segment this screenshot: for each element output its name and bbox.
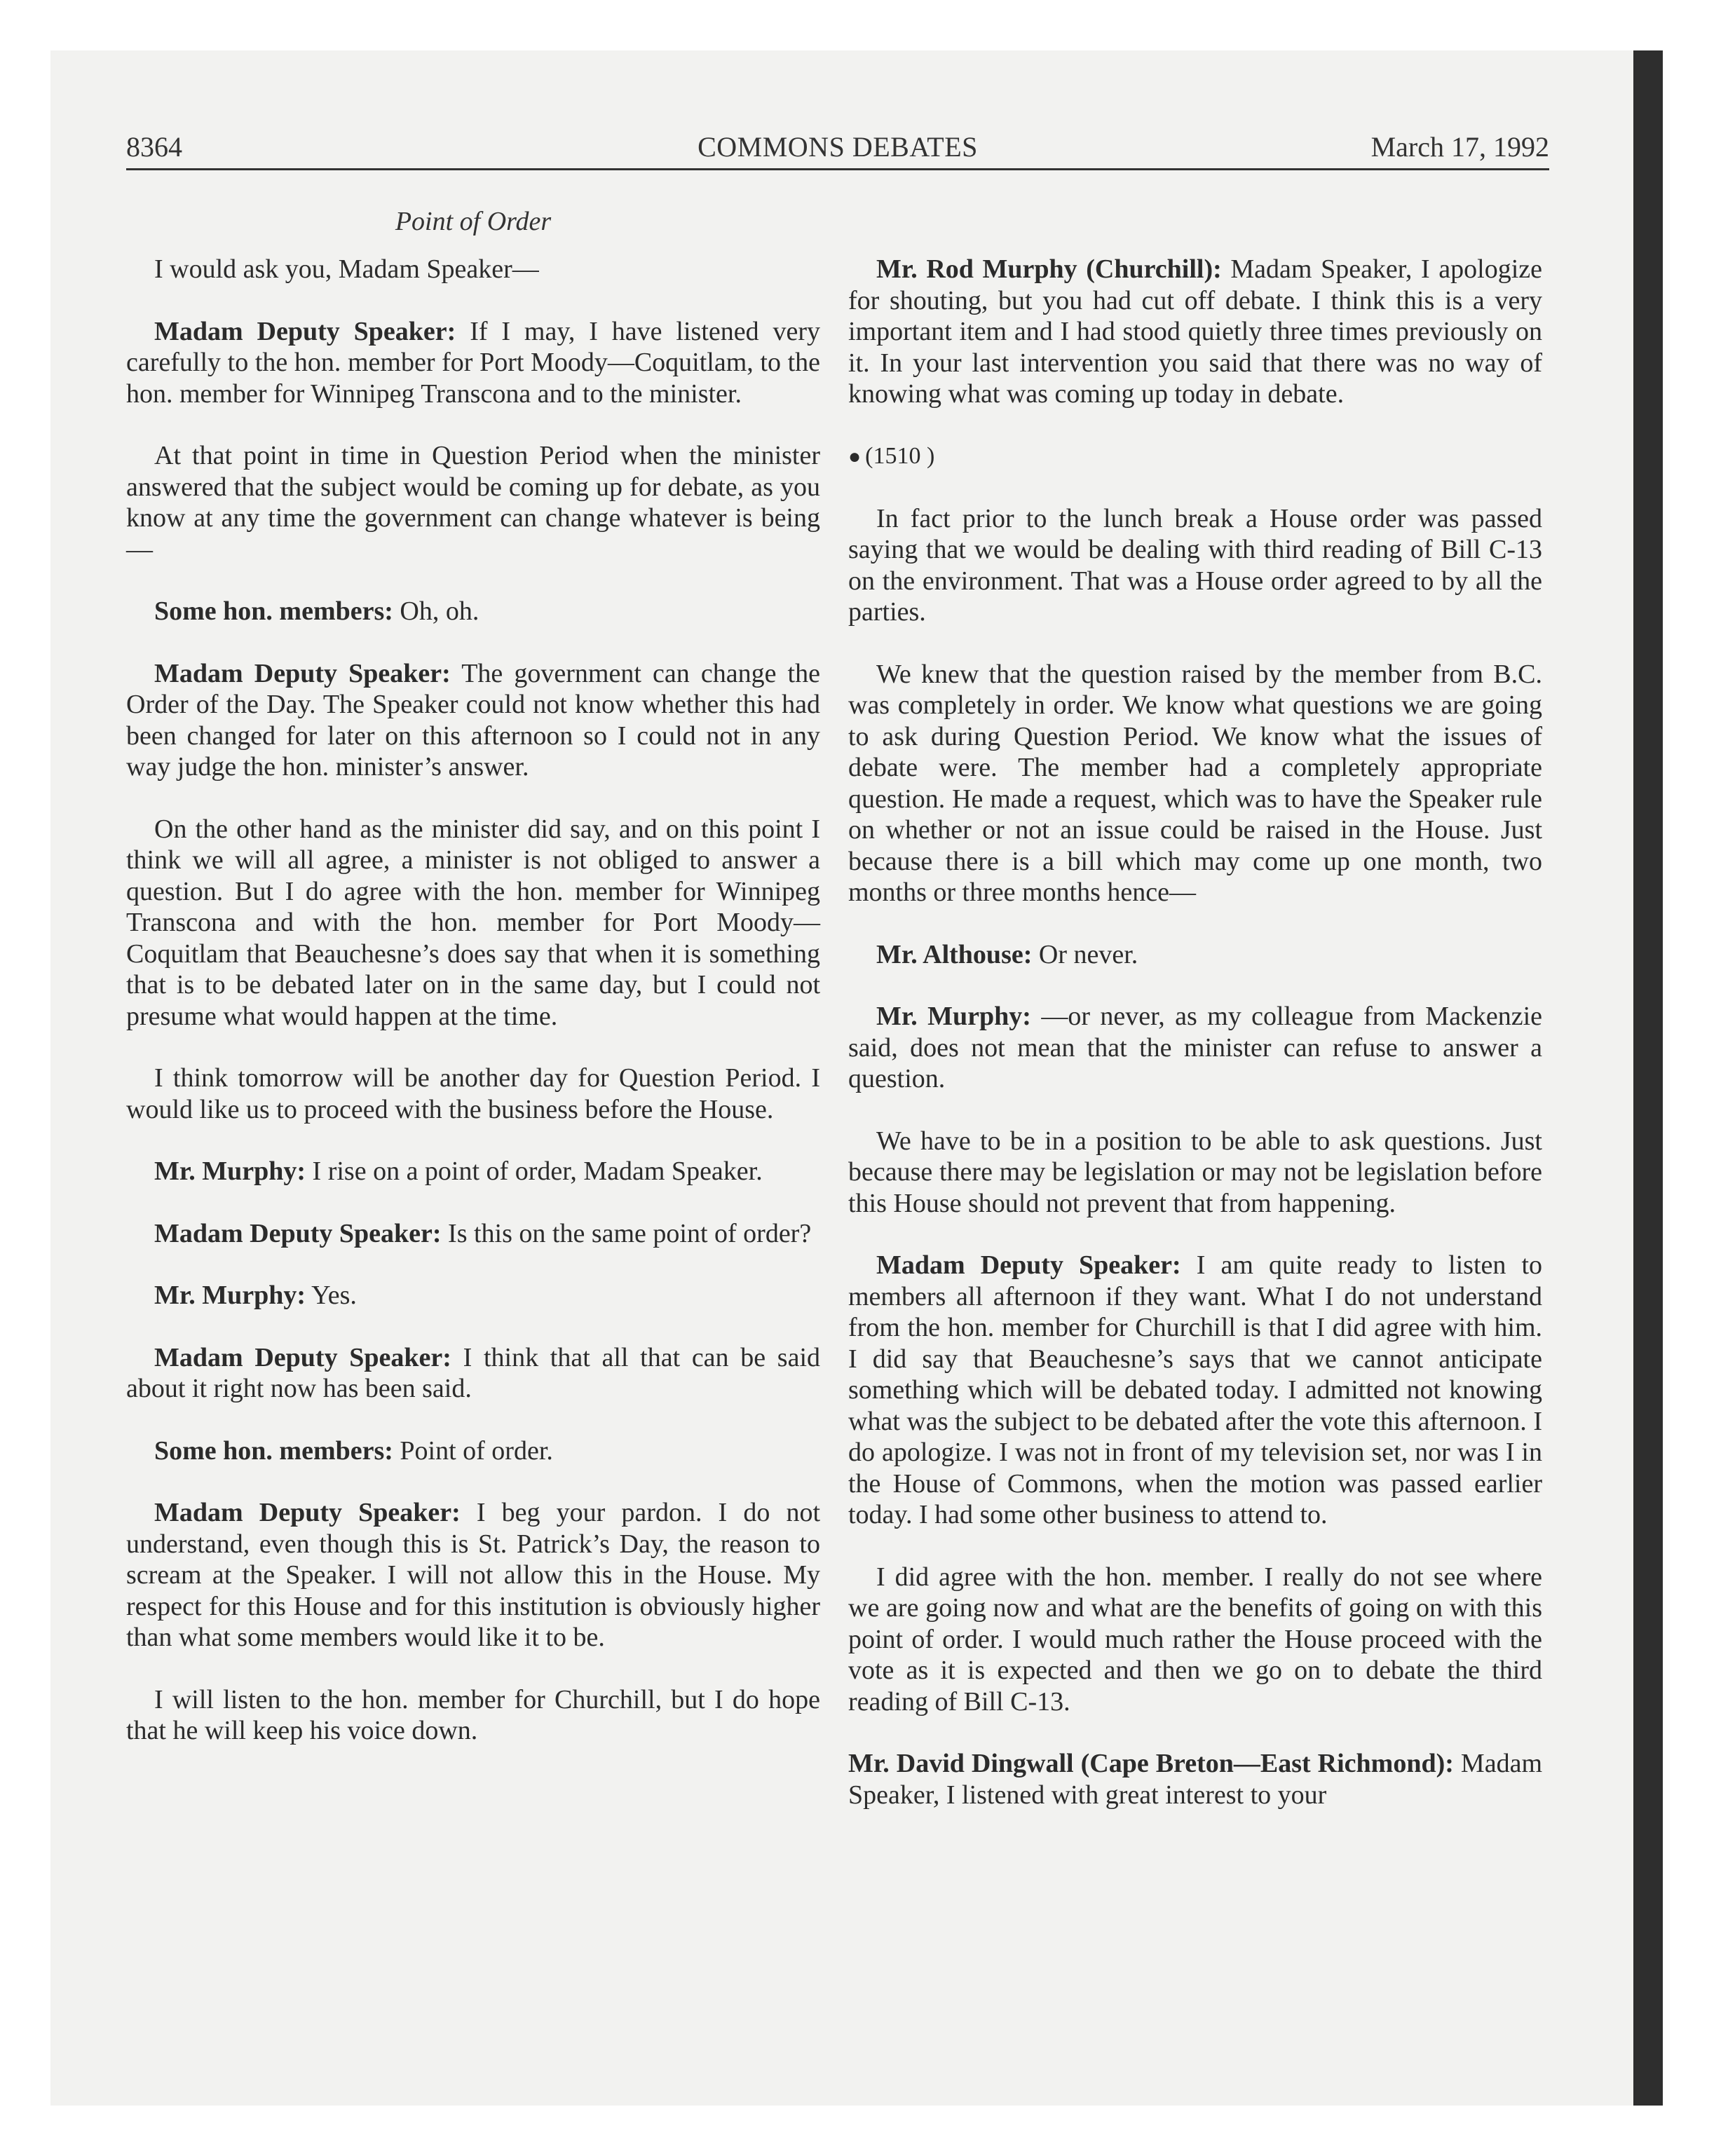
paragraph bbox=[126, 1063, 820, 1125]
paragraph-text: Yes. bbox=[311, 1281, 357, 1310]
bullet-icon: ● bbox=[848, 444, 862, 468]
paragraph-text: —or never, as my colleague from Mackenzie said, does not mean that the minister can refuse to answer a question. bbox=[848, 1002, 1542, 1093]
paragraph-text: I will listen to the hon. member for Churchill, but I do hope that he will keep his voice down. bbox=[126, 1684, 820, 1745]
paragraph-text: I did agree with the hon. member. I really do not see where we are going now and what are the benefits of going on with this point of order. I would much rather the House proceed with the vote as it is expected and then we go on to debate the third reading of Bill C-13. bbox=[848, 1562, 1542, 1717]
paragraph bbox=[848, 1001, 1542, 1095]
speaker-name: Mr. Rod Murphy (Churchill): bbox=[876, 254, 1222, 284]
speaker-name: Madam Deputy Speaker: bbox=[876, 1250, 1181, 1280]
speaker-name: Madam Deputy Speaker: bbox=[154, 658, 451, 688]
paragraph bbox=[126, 1497, 820, 1653]
paragraph-text: I am quite ready to listen to members all afternoon if they want. What I do not understand from the hon. member for Churchill is that I did agree with him. I did say that Beauchesne’s says that we cannot anticipate something which will be debated today. I admitted not knowing what was the subject to be debated after the vote this afternoon. I do apologize. I was not in front of my television set, nor was I in the House of Commons, when the motion was passed earlier today. I had some other business to attend to. bbox=[848, 1250, 1542, 1529]
speaker-name: Some hon. members: bbox=[154, 596, 393, 626]
issue-date: March 17, 1992 bbox=[1370, 131, 1549, 163]
left-column bbox=[126, 254, 820, 1778]
paragraph bbox=[126, 316, 820, 410]
section-heading: Point of Order bbox=[395, 207, 552, 236]
paragraph bbox=[126, 814, 820, 1032]
paragraph-text: In fact prior to the lunch break a House order was passed saying that we would be dealing with third reading of Bill C-13 on the environment. That was a House order agreed to by all the parties. bbox=[848, 503, 1542, 627]
paragraph bbox=[126, 1218, 820, 1250]
scan-edge-shadow bbox=[1633, 50, 1663, 2106]
paragraph bbox=[848, 254, 1542, 410]
speaker-name: Mr. Murphy: bbox=[154, 1281, 306, 1310]
paragraph bbox=[848, 503, 1542, 628]
paragraph bbox=[126, 440, 820, 565]
speaker-name: Madam Deputy Speaker: bbox=[154, 316, 456, 346]
paragraph bbox=[126, 1684, 820, 1747]
speaker-name: Mr. Murphy: bbox=[876, 1002, 1031, 1031]
paragraph bbox=[848, 659, 1542, 908]
speaker-name: Madam Deputy Speaker: bbox=[154, 1342, 451, 1372]
publication-title: COMMONS DEBATES bbox=[698, 131, 978, 163]
paragraph-text: I would ask you, Madam Speaker— bbox=[154, 254, 539, 284]
paragraph-text: I beg your pardon. I do not understand, even though this is St. Patrick’s Day, the reason to scream at the Speaker. I will not allow this in the House. My respect for this House and for this institution is obviously higher than what some members would like it to be. bbox=[126, 1498, 821, 1652]
paragraph-text: Madam Speaker, I apologize for shouting, but you had cut off debate. I think this is a very important item and I had stood quietly three times previously on it. In your last intervention you said that there was no way of knowing what was coming up today in debate. bbox=[848, 254, 1543, 409]
paragraph bbox=[848, 939, 1542, 971]
paragraph bbox=[126, 596, 820, 627]
paragraph bbox=[848, 1748, 1542, 1810]
header-rule bbox=[126, 168, 1549, 170]
timestamp-text: (1510 ) bbox=[865, 442, 935, 469]
timestamp bbox=[848, 441, 1542, 472]
paragraph-text: I think that all that can be said about it right now has been said. bbox=[126, 1342, 821, 1403]
paragraph-text: Oh, oh. bbox=[400, 596, 479, 626]
paragraph-text: At that point in time in Question Period when the minister answered that the subject would be coming up for debate, as you know at any time the government can change whatever is being— bbox=[126, 441, 820, 564]
speaker-name: Some hon. members: bbox=[154, 1435, 393, 1466]
speaker-name: Mr. Althouse: bbox=[876, 939, 1033, 969]
paragraph-text: On the other hand as the minister did say, and on this point I think we will all agree, a minister is not obliged to answer a question. But I do agree with the hon. member for Winnipeg Transcona and with the hon. member for Port Moody—Coquitlam that Beauchesne’s does say that when it is something that is to be debated later on in the same day, but I could not presume what would happen at the time. bbox=[126, 814, 820, 1031]
speaker-name: Madam Deputy Speaker: bbox=[154, 1218, 442, 1248]
right-column bbox=[848, 254, 1542, 1841]
speaker-name: Mr. Murphy: bbox=[154, 1157, 306, 1186]
page-number: 8364 bbox=[126, 131, 182, 163]
paragraph bbox=[126, 1156, 820, 1187]
paragraph bbox=[126, 254, 820, 285]
paragraph bbox=[126, 1435, 820, 1467]
paragraph bbox=[126, 658, 820, 783]
speaker-name: Mr. David Dingwall (Cape Breton—East Richmond): bbox=[848, 1749, 1454, 1778]
paragraph-text: I rise on a point of order, Madam Speaker. bbox=[312, 1157, 763, 1186]
paragraph bbox=[126, 1280, 820, 1311]
paragraph-text: We knew that the question raised by the member from B.C. was completely in order. We know what questions we are going to ask during Question Period. We know what the issues of debate were. The member had a completely appropriate question. He made a request, which was to have the Speaker rule on whether or not an issue could be raised in the House. Just because there is a bill which may come up one month, two months or three months hence— bbox=[848, 659, 1542, 907]
paragraph-text: Or never. bbox=[1038, 939, 1138, 969]
paragraph-text: We have to be in a position to be able to ask questions. Just because there may be legislation or may not be legislation before this House should not prevent that from happening. bbox=[848, 1126, 1542, 1218]
paragraph bbox=[126, 1342, 820, 1405]
paragraph-text: Point of order. bbox=[400, 1435, 553, 1466]
paragraph-text: I think tomorrow will be another day for Question Period. I would like us to proceed with the business before the House. bbox=[126, 1063, 820, 1124]
paragraph-text: Is this on the same point of order? bbox=[448, 1218, 812, 1248]
paragraph-text: The government can change the Order of the Day. The Speaker could not know whether this had been changed for later on this afternoon so I could not in any way judge the hon. minister’s answer. bbox=[126, 658, 820, 782]
speaker-name: Madam Deputy Speaker: bbox=[154, 1498, 461, 1527]
page-header bbox=[126, 130, 1549, 172]
paragraph-text: Madam Speaker, I listened with great interest to your bbox=[848, 1749, 1542, 1810]
paragraph bbox=[848, 1126, 1542, 1220]
paragraph bbox=[848, 1562, 1542, 1718]
paragraph-text: If I may, I have listened very carefully to the hon. member for Port Moody—Coquitlam, to the hon. member for Winnipeg Transcona and to the minister. bbox=[126, 316, 821, 409]
paragraph bbox=[848, 1250, 1542, 1531]
